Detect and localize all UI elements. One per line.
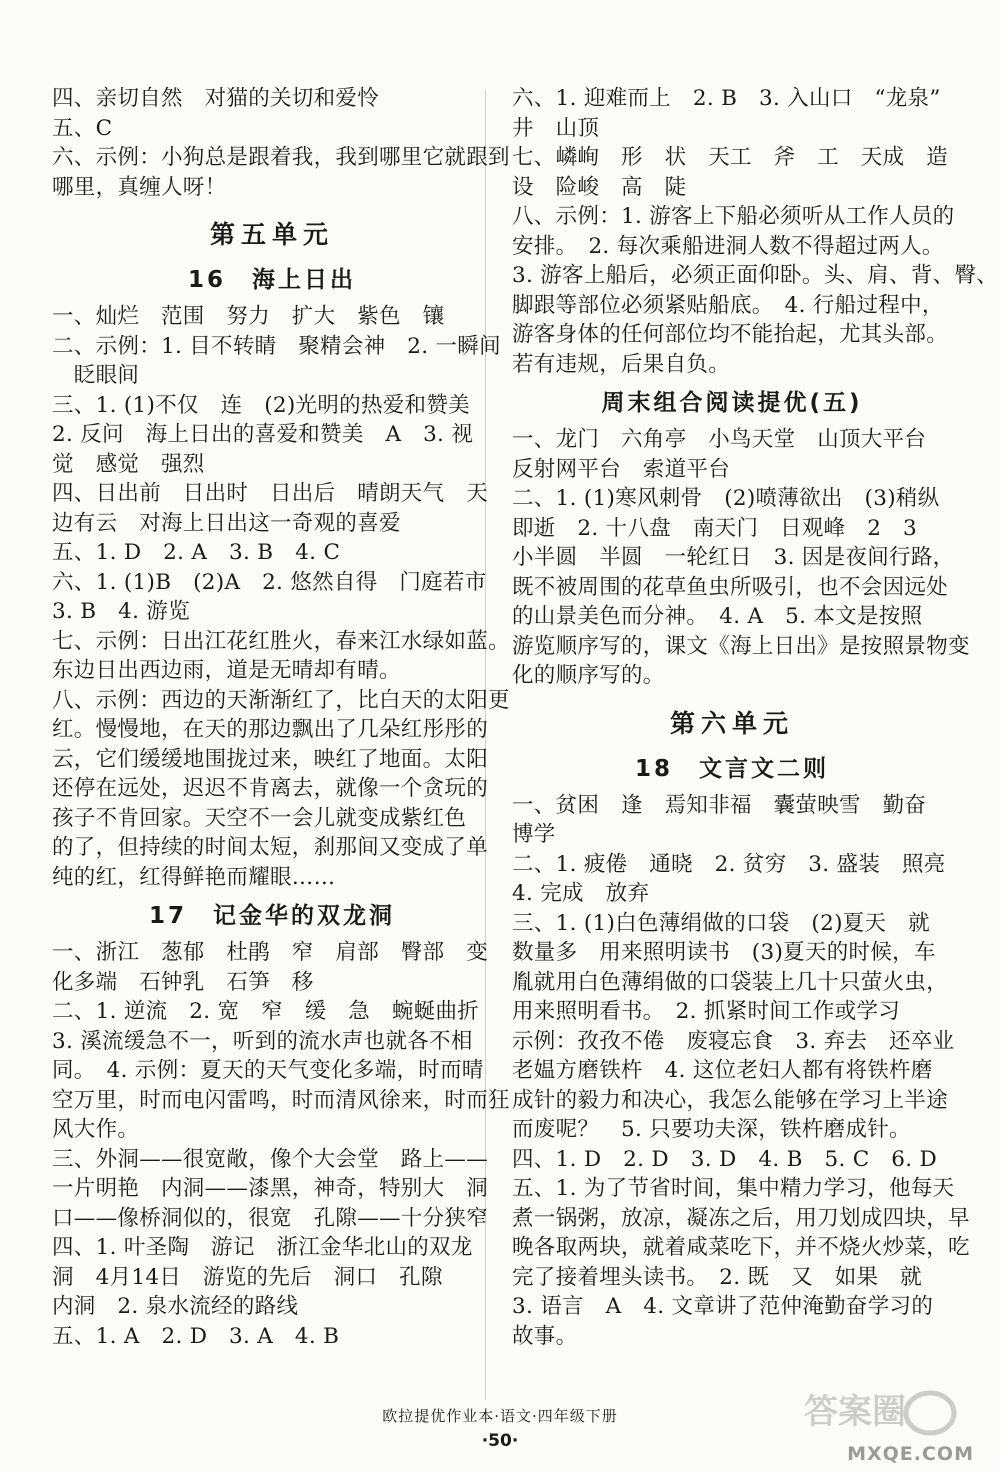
answer-line: 成针的毅力和决心，我怎么能够在学习上半途 (512, 1087, 949, 1113)
answer-line: 示例：孜孜不倦 废寝忘食 3. 弃去 还卒业 (512, 1028, 955, 1054)
answer-line: 东边日出西边雨，道是无晴却有晴。 (52, 658, 401, 683)
answer-line: 三、外洞——很宽敞，像个大会堂 路上—— (52, 1146, 489, 1172)
answer-line: 三、1. (1)白色薄绢做的口袋 (2)夏天 就 (512, 910, 930, 936)
answer-line: 四、亲切自然 对猫的关切和爱怜 (52, 86, 380, 111)
page-number: ·50· (481, 1431, 519, 1451)
answer-line: 风大作。 (52, 1117, 140, 1142)
watermark-text: MXQE.COM (847, 1443, 974, 1465)
answer-line: 煮一锅粥，放凉，凝冻之后，用刀划成四块，早 (512, 1205, 970, 1231)
answer-line: 脚跟等部位必须紧贴船底。 4. 行船过程中， (512, 292, 944, 318)
answer-line: 四、日出前 日出时 日出后 晴朗天气 天 (52, 481, 489, 506)
answer-line: 一、龙门 六角亭 小鸟天堂 山顶大平台 (512, 427, 927, 452)
answer-line: 既不被周围的花草鱼虫所吸引，也不会因远处 (512, 574, 949, 600)
answer-line: 七、嶙峋 形 状 天工 斧 工 天成 造 (512, 145, 949, 170)
answer-line: 故事。 (512, 1323, 578, 1349)
answer-line: 安排。 2. 每次乘船进洞人数不得超过两人。 (512, 233, 944, 259)
right-column (512, 84, 999, 1351)
answer-line: 3. 游客上船后，必须正面仰卧。头、肩、背、臀、 (512, 263, 999, 288)
answer-line: 晚各取两块，就着咸菜吃下，并不烧火炒菜，吃 (512, 1235, 970, 1260)
answer-line: 六、示例：小狗总是跟着我，我到哪里它就跟到 (52, 145, 510, 170)
answer-line: 老媪方磨铁杵 4. 这位老妇人都有将铁杵磨 (512, 1058, 933, 1083)
answer-line: 六、1. 迎难而上 2. B 3. 入山口 “龙泉” (512, 86, 941, 111)
answer-line: 若有违规，后果自负。 (512, 351, 731, 377)
answer-line: 觉 感觉 强烈 (52, 451, 205, 477)
answer-line: 3. 溪流缓急不一，听到的流水声也就各不相 (52, 1028, 473, 1054)
answer-line: 四、1. 叶圣陶 游记 浙江金华北山的双龙 (52, 1235, 473, 1260)
unit-heading: 第六单元 (669, 708, 794, 738)
answer-line: 化的顺序写的。 (512, 663, 665, 688)
answer-line: 一、贫困 逢 焉知非福 囊萤映雪 勤奋 (512, 792, 927, 818)
answer-line: 一、浙江 葱郁 杜鹃 窄 肩部 臀部 变 (52, 940, 489, 965)
answer-line: 二、1. 逆流 2. 宽 窄 缓 急 蜿蜒曲折 (52, 999, 480, 1024)
answer-line: 3. 语言 A 4. 文章讲了范仲淹勤奋学习的 (512, 1294, 934, 1319)
watermark-logo-text: 答案圈 (804, 1392, 906, 1432)
answer-line: 五、1. A 2. D 3. A 4. B (52, 1323, 340, 1349)
answer-line: 完了接着埋头读书。 2. 既 又 如果 就 (512, 1264, 922, 1290)
answer-line: 纯的红，红得鲜艳而耀眼…… (52, 864, 336, 890)
footer-book-title: 欧拉提优作业本·语文·四年级下册 (382, 1407, 618, 1425)
answer-line: 的了，但持续的时间太短，刹那间又变成了单 (52, 835, 489, 860)
answer-line: 反射网平台 索道平台 (512, 456, 731, 482)
answer-line: 2. 反问 海上日出的喜爱和赞美 A 3. 视 (52, 422, 474, 447)
answer-line: 边有云 对海上日出这一奇观的喜爱 (52, 510, 401, 536)
answer-line: 一片明艳 内洞——漆黑，神奇，特别大 洞 (52, 1176, 489, 1201)
answer-line: 八、示例：1. 游客上下船必须听从工作人员的 (512, 204, 955, 229)
lesson-heading: 18 文言文二则 (634, 755, 829, 782)
answer-line: 四、1. D 2. D 3. D 4. B 5. C 6. D (512, 1146, 938, 1172)
answer-line: 即逝 2. 十八盘 南天门 日观峰 2 3 (512, 515, 918, 541)
answer-line: 五、1. 为了节省时间，集中精力学习，他每天 (512, 1176, 955, 1201)
answer-line: 化多端 石钟乳 石笋 移 (52, 969, 314, 995)
answer-line: 同。 4. 示例：夏天的天气变化多端，时而晴 (52, 1058, 484, 1083)
answer-line: 红。慢慢地，在天的那边飘出了几朵红彤彤的 (52, 717, 489, 742)
answer-line: 五、1. D 2. A 3. B 4. C (52, 540, 341, 565)
answer-line: 一、灿烂 范围 努力 扩大 紫色 镶 (52, 304, 445, 329)
answer-line: 二、1. (1)寒风刺骨 (2)喷薄欲出 (3)稍纵 (512, 486, 940, 511)
answer-line: 还停在远处，迟迟不肯离去，就像一个贪玩的 (52, 776, 489, 801)
answer-line: 哪里，真缠人呀！ (52, 174, 227, 200)
answer-line: 博学 (512, 822, 556, 847)
lesson-heading: 16 海上日出 (187, 267, 356, 293)
answer-line: 4. 完成 放弃 (512, 881, 650, 906)
answer-line: 3. B 4. 游览 (52, 599, 190, 624)
answer-line: 设 险峻 高 陡 (512, 174, 687, 200)
answer-line: 二、示例：1. 目不转睛 聚精会神 2. 一瞬间 (52, 333, 501, 359)
answer-line: 八、示例：西边的天渐渐红了，比白天的太阳更 (52, 687, 510, 713)
answer-line: 数量多 用来照明读书 (3)夏天的时候，车 (512, 940, 936, 965)
answer-line: 小半圆 半圆 一轮红日 3. 因是夜间行路， (512, 545, 955, 570)
lesson-heading: 17 记金华的双龙洞 (148, 903, 395, 929)
answer-line: 二、1. 疲倦 通晓 2. 贫穷 3. 盛装 照亮 (512, 851, 946, 877)
lesson-heading: 周末组合阅读提优(五) (601, 390, 863, 416)
answer-line: 孩子不肯回家。天空不一会儿就变成紫红色 (52, 805, 467, 831)
unit-heading: 第五单元 (209, 220, 334, 249)
answer-line: 云，它们缓缓地围拢过来，映红了地面。太阳 (52, 746, 489, 772)
answer-line: 用来照明看书。 2. 抓紧时间工作或学习 (512, 999, 901, 1024)
left-column (52, 84, 510, 1351)
answer-line: 七、示例：日出江花红胜火，春来江水绿如蓝。 (52, 628, 510, 654)
answer-line: 三、1. (1)不仅 连 (2)光明的热爱和赞美 (52, 392, 470, 418)
answer-line: 口——像桥洞似的，很宽 孔隙——十分狭窄 (52, 1205, 489, 1231)
answer-line: 空万里，时而电闪雷鸣，时而清风徐来，时而狂 (52, 1087, 510, 1113)
answer-line: 游览顺序写的，课文《海上日出》是按照景物变 (512, 633, 970, 659)
answer-line: 的山景美色而分神。 4. A 5. 本文是按照 (512, 604, 923, 629)
answer-line: 井 山顶 (512, 115, 600, 141)
answer-line: 游客身体的任何部位均不能抬起，尤其头部。 (512, 322, 949, 347)
answer-line: 眨眼间 (52, 363, 140, 388)
answer-line: 而废呢？ 5. 只要功夫深，铁杵磨成针。 (512, 1117, 911, 1142)
answer-line: 六、1. (1)B (2)A 2. 悠然自得 门庭若市 (52, 569, 487, 595)
answer-line: 胤就用白色薄绢做的口袋装上几十只萤火虫， (512, 969, 949, 995)
answer-line: 五、C (52, 115, 113, 141)
answer-line: 洞 4月14日 游览的先后 洞口 孔隙 (52, 1264, 443, 1290)
answer-line: 内洞 2. 泉水流经的路线 (52, 1294, 299, 1319)
